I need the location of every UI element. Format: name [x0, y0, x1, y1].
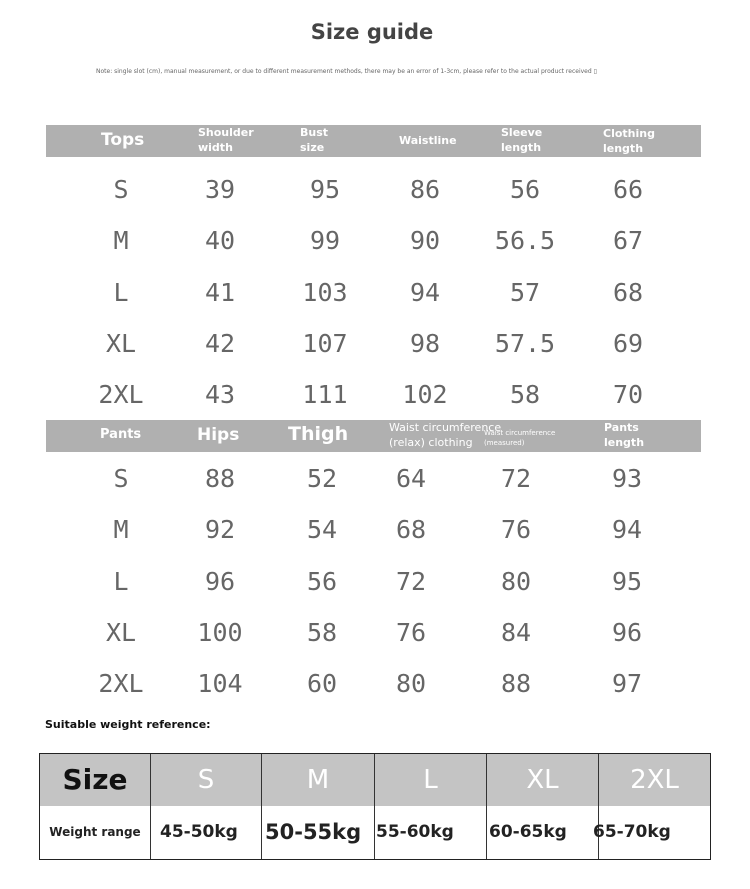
table-cell: 103 [302, 278, 348, 307]
table-row [0, 170, 750, 210]
table-cell: 98 [409, 329, 441, 358]
pants-header-length: Pants length [604, 421, 645, 449]
table-cell: 93 [611, 464, 643, 493]
table-cell: 57.5 [494, 329, 556, 358]
table-cell: L [113, 278, 129, 307]
weight-size-label: Size [40, 754, 150, 806]
weight-range-label: Weight range [49, 825, 141, 839]
weight-range: 50-55kg [265, 820, 362, 844]
measurement-note: Note: single slot (cm), manual measurement, or due to different measurement methods, there may be an error of 1-3cm, please refer to the actual product received ▯ [96, 68, 597, 75]
table-cell: 70 [612, 380, 644, 409]
table-cell: 94 [611, 515, 643, 544]
table-cell: 52 [306, 464, 338, 493]
weight-table [39, 753, 711, 860]
table-cell: 92 [204, 515, 236, 544]
table-cell: 72 [500, 464, 532, 493]
table-cell: 111 [302, 380, 348, 409]
table-cell: 97 [611, 669, 643, 698]
table-cell: 88 [500, 669, 532, 698]
table-cell: 100 [197, 618, 243, 647]
table-cell: 80 [500, 567, 532, 596]
table-cell: 95 [309, 175, 341, 204]
table-cell: 104 [197, 669, 243, 698]
table-cell: L [113, 567, 129, 596]
tops-header-shoulder: Shoulder width [198, 126, 254, 154]
weight-size: 2XL [599, 754, 710, 806]
table-cell: 99 [309, 226, 341, 255]
weight-col [151, 754, 262, 859]
table-cell: 41 [204, 278, 236, 307]
table-row [0, 613, 750, 653]
pants-header-waist-measured: Waist circumference (measured) [484, 429, 556, 447]
table-cell: 90 [409, 226, 441, 255]
table-row [0, 664, 750, 704]
tops-header-bust: Bust size [300, 126, 329, 154]
table-cell: XL [105, 329, 137, 358]
weight-reference-label: Suitable weight reference: [45, 718, 211, 731]
table-cell: 72 [395, 567, 427, 596]
weight-size: M [262, 754, 374, 806]
table-cell: 94 [409, 278, 441, 307]
table-cell: M [113, 226, 129, 255]
table-cell: 102 [402, 380, 448, 409]
table-cell: 96 [611, 618, 643, 647]
table-cell: 57 [509, 278, 541, 307]
table-cell: 84 [500, 618, 532, 647]
pants-header-thigh: Thigh [288, 423, 349, 445]
table-cell: 2XL [98, 669, 144, 698]
table-cell: 56 [306, 567, 338, 596]
tops-header-label: Tops [101, 130, 145, 150]
table-cell: 42 [204, 329, 236, 358]
table-cell: 54 [306, 515, 338, 544]
weight-col [375, 754, 487, 859]
tops-header-sleeve: Sleeve length [501, 126, 543, 154]
table-cell: 64 [395, 464, 427, 493]
table-row [0, 324, 750, 364]
table-row [0, 562, 750, 602]
tops-header-waist: Waistline [399, 134, 457, 147]
table-cell: 2XL [98, 380, 144, 409]
weight-col [593, 754, 710, 859]
table-cell: 58 [509, 380, 541, 409]
table-cell: 66 [612, 175, 644, 204]
weight-range: 55-60kg [376, 822, 454, 842]
table-row [0, 459, 750, 499]
table-cell: M [113, 515, 129, 544]
table-cell: 39 [204, 175, 236, 204]
table-cell: 96 [204, 567, 236, 596]
table-row [0, 221, 750, 261]
table-cell: 56 [509, 175, 541, 204]
table-row [0, 273, 750, 313]
table-cell: 60 [306, 669, 338, 698]
table-cell: 86 [409, 175, 441, 204]
pants-header-label: Pants [100, 427, 142, 442]
weight-range: 65-70kg [593, 822, 671, 842]
table-cell: 68 [395, 515, 427, 544]
pants-header [46, 420, 701, 452]
table-cell: 95 [611, 567, 643, 596]
table-cell: XL [105, 618, 137, 647]
page-title: Size guide [310, 20, 434, 44]
table-cell: 76 [395, 618, 427, 647]
weight-col-header [40, 754, 151, 859]
table-row [0, 375, 750, 415]
weight-size: L [375, 754, 486, 806]
table-cell: 88 [204, 464, 236, 493]
weight-range: 45-50kg [160, 822, 238, 842]
table-cell: S [113, 175, 129, 204]
weight-range: 60-65kg [489, 822, 567, 842]
table-cell: S [113, 464, 129, 493]
table-cell: 67 [612, 226, 644, 255]
table-cell: 40 [204, 226, 236, 255]
table-cell: 58 [306, 618, 338, 647]
weight-col [262, 754, 375, 859]
table-row [0, 510, 750, 550]
pants-header-waist-relax: Waist circumference (relax) clothing [389, 421, 502, 449]
weight-size: S [151, 754, 261, 806]
table-cell: 43 [204, 380, 236, 409]
table-cell: 68 [612, 278, 644, 307]
weight-size: XL [487, 754, 598, 806]
table-cell: 80 [395, 669, 427, 698]
weight-col [487, 754, 599, 859]
tops-header-clothing: Clothing length [603, 127, 655, 155]
table-cell: 107 [302, 329, 348, 358]
table-cell: 76 [500, 515, 532, 544]
table-cell: 56.5 [494, 226, 556, 255]
pants-header-hips: Hips [197, 425, 240, 445]
table-cell: 69 [612, 329, 644, 358]
tops-header [46, 125, 701, 157]
